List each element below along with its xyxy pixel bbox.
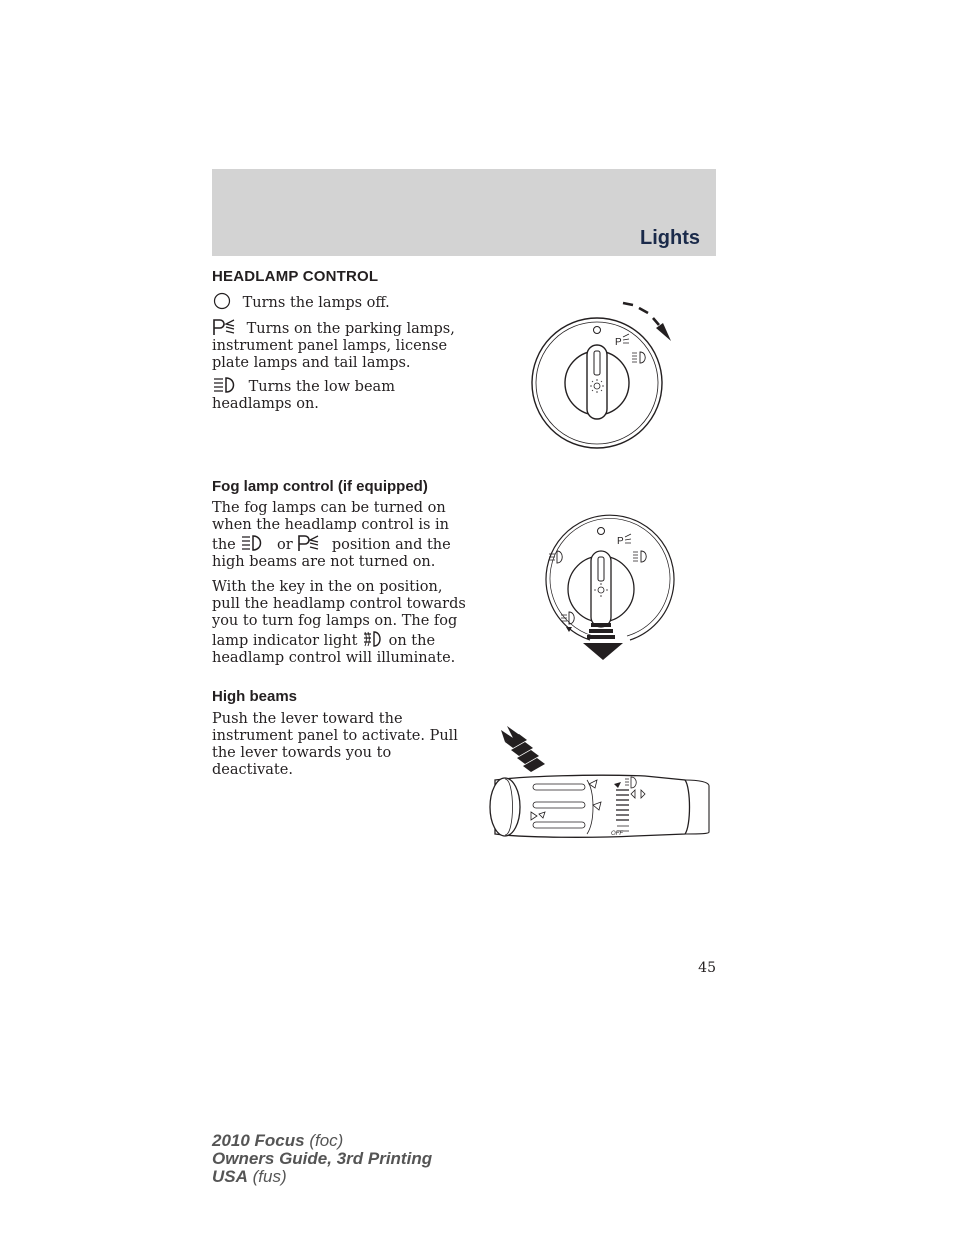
fog-p1-or: or — [276, 537, 293, 553]
section-title: Lights — [640, 227, 700, 249]
fog-lamp-paragraph-1 — [212, 500, 474, 571]
fog-lamp-heading: Fog lamp control (if equipped) — [212, 478, 428, 495]
document-footer — [212, 1132, 432, 1186]
parking-lamps-text-1: Turns on the parking lamps, — [246, 321, 455, 337]
fog-lamp-control-figure — [535, 512, 675, 664]
footer-region-code: (fus) — [252, 1167, 287, 1186]
footer-model-code: (foc) — [309, 1131, 344, 1150]
high-beams-paragraph: Push the lever toward the instrument panel to activate. Pull the lever towards you to deactivate. — [212, 711, 458, 778]
headlamp-control-heading: HEADLAMP CONTROL — [212, 268, 379, 285]
parking-lamp-icon — [212, 318, 238, 336]
fog-p1-text-c: position and the — [331, 537, 451, 553]
off-position-item — [212, 292, 474, 312]
high-beams-heading: High beams — [212, 688, 298, 705]
section-header-band — [212, 169, 716, 256]
off-position-text: Turns the lamps off. — [242, 295, 390, 311]
figure-off-label: OFF — [611, 831, 623, 837]
parking-lamps-item — [212, 318, 474, 372]
low-beam-item — [212, 376, 474, 413]
fog-p2-text-b: on the headlamp control will illuminate. — [212, 633, 456, 666]
headlamp-control-figure — [525, 295, 685, 455]
fog-p2-text-a: With the key in the on position, pull the headlamp control towards you to turn fog lamps on. The fog lamp indicator light — [212, 579, 466, 649]
off-circle-icon — [212, 292, 232, 310]
fog-p1-text-a: The fog lamps can be turned on when the headlamp control is in — [212, 500, 449, 533]
parking-lamp-icon — [297, 534, 321, 552]
page-number: 45 — [698, 960, 716, 976]
figure-parking-label: P — [615, 337, 622, 348]
low-beam-headlamp-icon — [212, 376, 240, 394]
fog-lamp-paragraph-2 — [212, 579, 474, 667]
fog-p1-text-d: high beams are not turned on. — [212, 554, 436, 570]
low-beam-text-1: Turns the low beam headlamps — [212, 379, 395, 412]
footer-guide: Owners Guide, 3rd Printing — [212, 1149, 433, 1168]
fog-p1-text-b: the — [212, 537, 236, 553]
multifunction-lever-figure — [485, 722, 715, 847]
low-beam-text-2: on. — [296, 396, 319, 412]
figure-fog-parking-label: P — [617, 536, 624, 547]
parking-lamps-text-2: instrument panel lamps, license plate lamps and tail lamps. — [212, 338, 448, 371]
footer-region: USA — [212, 1167, 248, 1186]
fog-lamp-indicator-icon — [362, 630, 384, 648]
low-beam-headlamp-icon — [240, 534, 266, 552]
footer-model: 2010 Focus — [212, 1131, 305, 1150]
